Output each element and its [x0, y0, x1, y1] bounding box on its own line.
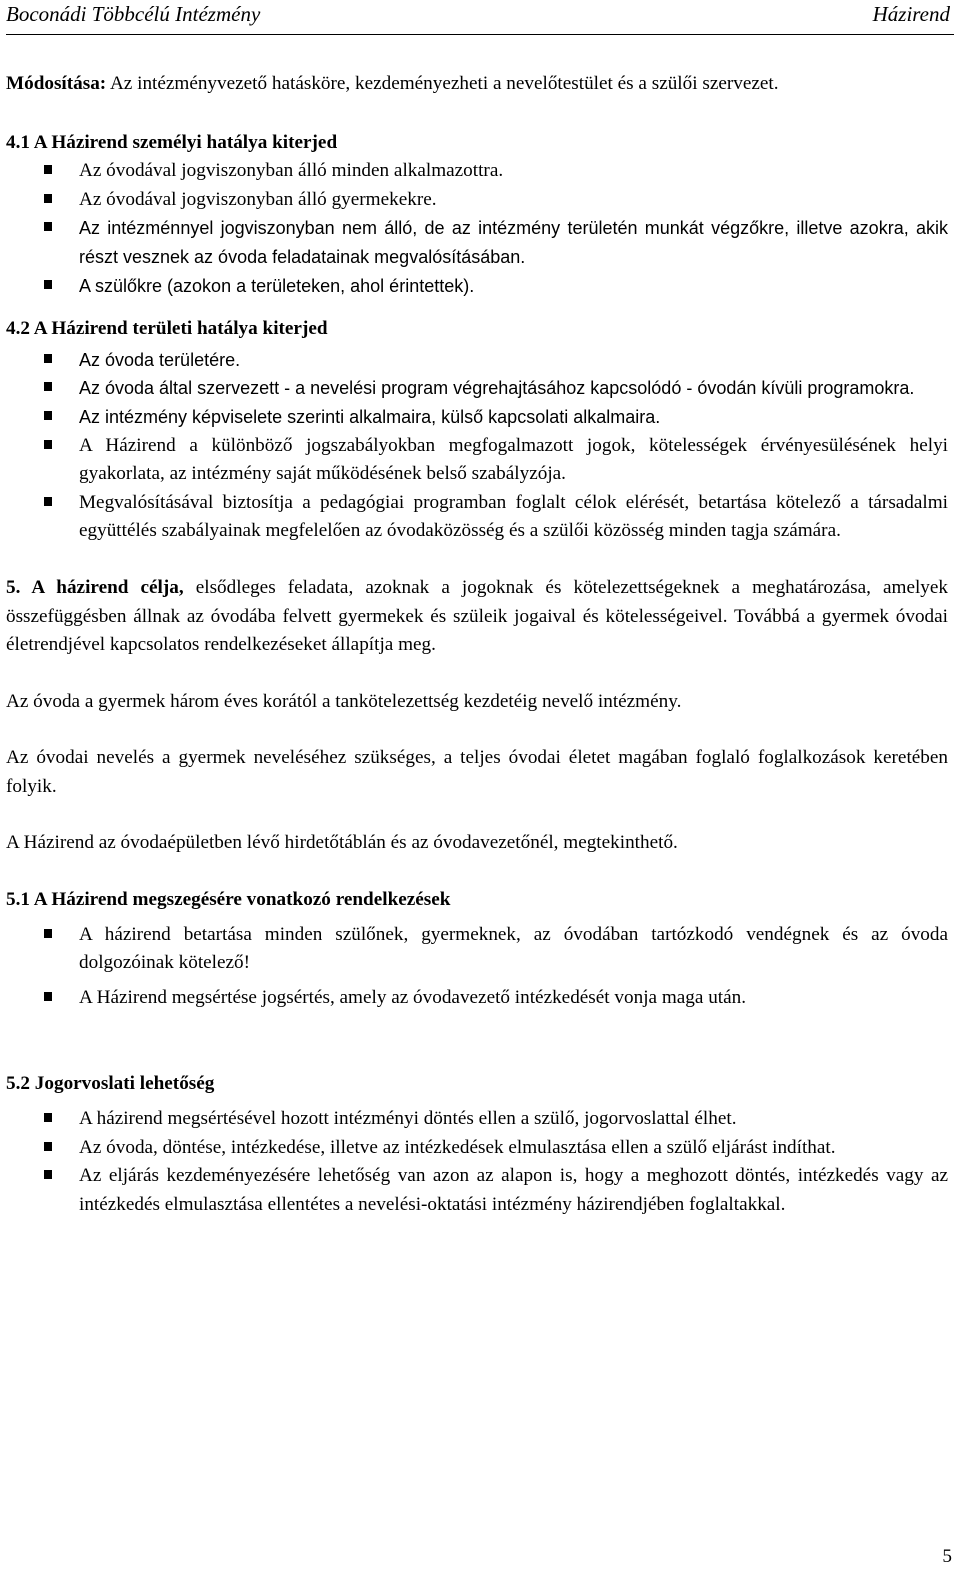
square-bullet-icon	[44, 354, 52, 363]
list-item: Az intézménnyel jogviszonyban nem álló, de az intézmény területén munkát végzőkre, illetve azokra, akik részt vesznek az óvoda feladatainak megvalósításában.	[6, 214, 948, 271]
list-item: A Házirend megsértése jogsértés, amely az óvodavezető intézkedését vonja maga után.	[6, 984, 948, 1013]
page-header	[6, 0, 954, 35]
intro-label: Módosítása:	[6, 73, 107, 94]
section-4-1-heading: 4.1 A Házirend személyi hatálya kiterjed	[6, 131, 338, 153]
section-4-2-heading: 4.2 A Házirend területi hatálya kiterjed	[6, 318, 328, 340]
list-item: A házirend megsértésével hozott intézményi döntés ellen a szülő, jogorvoslattal élhet.	[6, 1105, 948, 1134]
list-item: Az óvodával jogviszonyban álló minden alkalmazottra.	[6, 157, 948, 186]
document-body	[6, 70, 948, 1219]
square-bullet-icon	[44, 1142, 52, 1151]
list-item: Az óvoda által szervezett - a nevelési program végrehajtásához kapcsolódó - óvodán kívüli programokra.	[6, 374, 948, 403]
header-doc-title: Házirend	[872, 2, 950, 26]
list-item: A házirend betartása minden szülőnek, gyermeknek, az óvodában tartózkodó vendégnek és az óvoda dolgozóinak kötelező!	[6, 921, 948, 978]
list-item: A szülőkre (azokon a területeken, ahol érintettek).	[6, 272, 948, 301]
section-5-text: elsődleges feladata, azoknak a jogoknak és kötelezettségeknek a meghatározása, amelyek összefüggésben állnak az óvodába felvett gyermekek és szüleik jogaival és kötelességeivel. Továbbá a gyermek óvodai életrendjével kapcsolatos rendelkezéseket állapítja meg.	[6, 576, 948, 656]
intro-paragraph	[6, 70, 948, 99]
section-5-2-heading: 5.2 Jogorvoslati lehetőség	[6, 1073, 215, 1095]
section-5-2-list	[6, 1105, 948, 1219]
page-number: 5	[942, 1546, 952, 1567]
section-5-label: 5. A házirend célja,	[6, 576, 184, 598]
square-bullet-icon	[44, 280, 52, 289]
square-bullet-icon	[44, 382, 52, 391]
paragraph: Az óvodai nevelés a gyermek neveléséhez szükséges, a teljes óvodai életet magában foglaló foglalkozások keretében folyik.	[6, 747, 948, 797]
square-bullet-icon	[44, 1170, 52, 1179]
square-bullet-icon	[44, 194, 52, 203]
square-bullet-icon	[44, 992, 52, 1001]
list-item: Az óvodával jogviszonyban álló gyermekekre.	[6, 186, 948, 215]
section-4-1-list	[6, 157, 948, 300]
paragraph: Az óvoda a gyermek három éves korától a tankötelezettség kezdetéig nevelő intézmény.	[6, 690, 682, 712]
section-5-paragraph	[6, 574, 948, 660]
list-item: Az óvoda területére.	[6, 346, 948, 375]
intro-text: Az intézményvezető hatásköre, kezdeményezheti a nevelőtestület és a szülői szervezet.	[106, 73, 779, 94]
square-bullet-icon	[44, 440, 52, 449]
square-bullet-icon	[44, 1113, 52, 1122]
square-bullet-icon	[44, 497, 52, 506]
list-item: A Házirend a különböző jogszabályokban megfogalmazott jogok, kötelességek érvényesülésének helyi gyakorlata, az intézmény saját működésének belső szabályzója.	[6, 432, 948, 489]
paragraph: A Házirend az óvodaépületben lévő hirdetőtáblán és az óvodavezetőnél, megtekinthető.	[6, 832, 678, 854]
header-institution: Boconádi Többcélú Intézmény	[6, 2, 261, 26]
section-5-1-heading: 5.1 A Házirend megszegésére vonatkozó rendelkezések	[6, 889, 451, 911]
list-item: Megvalósításával biztosítja a pedagógiai programban foglalt célok elérését, betartása kötelező a társadalmi együttélés szabályainak megfelelően az óvodaközösség és a szülői közösség minden tagja számára.	[6, 489, 948, 546]
list-item: Az intézmény képviselete szerinti alkalmaira, külső kapcsolati alkalmaira.	[6, 403, 948, 432]
square-bullet-icon	[44, 929, 52, 938]
list-item: Az óvoda, döntése, intézkedése, illetve az intézkedések elmulasztása ellen a szülő eljárást indíthat.	[6, 1134, 948, 1163]
square-bullet-icon	[44, 411, 52, 420]
section-4-2-list	[6, 346, 948, 546]
square-bullet-icon	[44, 165, 52, 174]
square-bullet-icon	[44, 222, 52, 231]
list-item: Az eljárás kezdeményezésére lehetőség van azon az alapon is, hogy a meghozott döntés, intézkedés vagy az intézkedés elmulasztása ellentétes a nevelési-oktatási intézmény házirendjében foglaltakkal.	[6, 1162, 948, 1219]
section-5-1-list	[6, 921, 948, 1013]
